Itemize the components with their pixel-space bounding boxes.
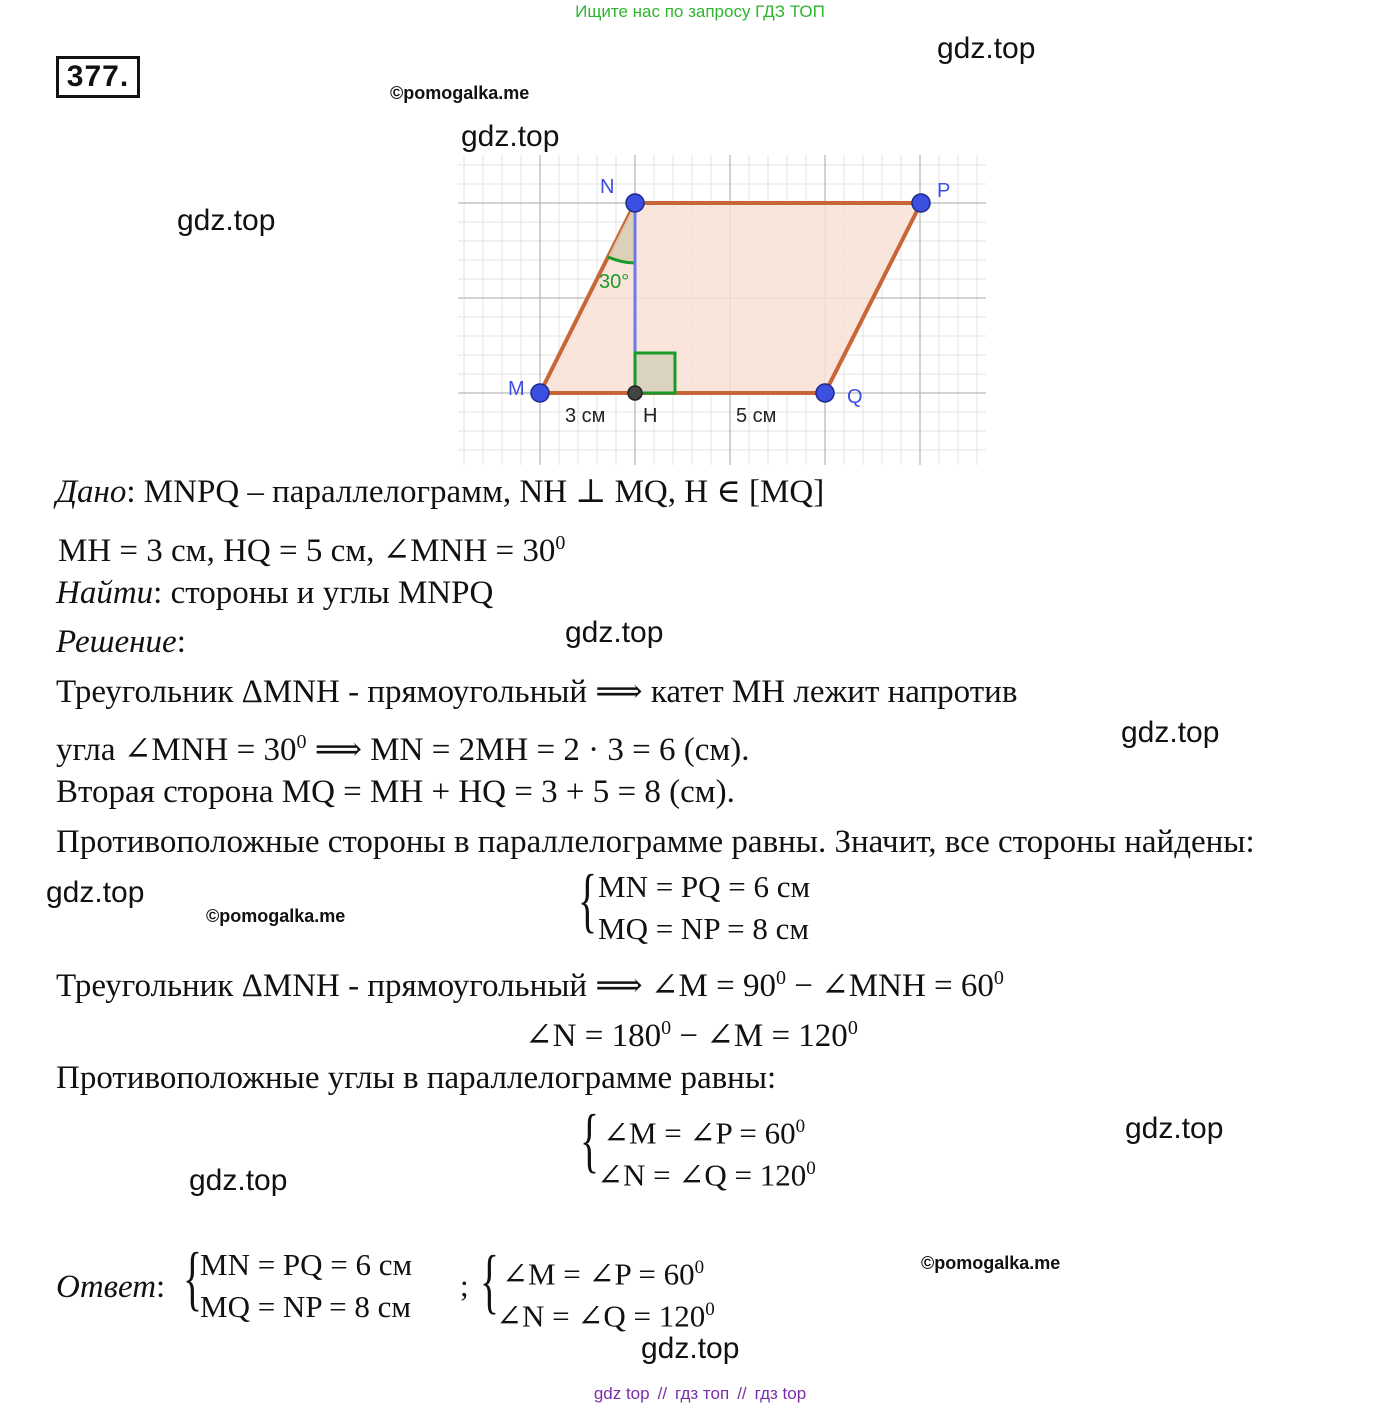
- superscript: 0: [806, 1158, 816, 1179]
- given-line-1: [56, 472, 824, 512]
- brace-sides: {: [578, 860, 598, 940]
- superscript: 0: [296, 731, 307, 753]
- answer-sides-1: MN = PQ = 6 см: [200, 1247, 413, 1282]
- angles-eq-1-text: ∠M = ∠P = 60: [603, 1115, 796, 1151]
- solution-line-6: [525, 1008, 858, 1056]
- superscript: 0: [776, 967, 787, 989]
- point-m: [531, 384, 549, 402]
- superscript: 0: [993, 967, 1004, 989]
- solution-heading: [56, 622, 186, 662]
- brace-angles: {: [580, 1100, 600, 1180]
- given-text: : MNPQ – параллелограмм, NH ⊥ MQ, H ∈ [MQ]: [126, 474, 825, 510]
- solution-line-5: [56, 958, 1004, 1006]
- angle-sector: [608, 203, 635, 263]
- answer-colon: :: [156, 1269, 166, 1305]
- point-p: [912, 194, 930, 212]
- line2-part-a: угла ∠MNH = 30: [56, 732, 297, 768]
- answer-separator: ;: [460, 1268, 469, 1303]
- right-angle-mark: [635, 353, 675, 393]
- solution-line-2: [56, 722, 750, 770]
- superscript: 0: [847, 1017, 858, 1039]
- solution-line-4: Противоположные стороны в параллелограмме равны. Значит, все стороны найдены:: [56, 824, 1255, 860]
- watermark-pomogalka: ©pomogalka.me: [206, 906, 346, 926]
- answer-angles-1-text: ∠M = ∠P = 60: [502, 1256, 695, 1292]
- label-h: H: [643, 405, 658, 427]
- solution-label: Решение: [56, 624, 177, 660]
- watermark-gdz: gdz.top: [1125, 1112, 1224, 1145]
- sides-eq-1: MN = PQ = 6 см: [598, 869, 811, 904]
- solution-colon: :: [176, 624, 186, 660]
- given-line-2: [58, 523, 565, 571]
- bottom-link-gdz-top-mixed[interactable]: гдз top: [754, 1384, 807, 1403]
- watermark-gdz: gdz.top: [46, 876, 145, 909]
- line2-part-b: ⟹ MN = 2MH = 2 · 3 = 6 (см).: [306, 732, 750, 768]
- watermark-gdz: gdz.top: [177, 204, 276, 237]
- watermark-gdz: gdz.top: [641, 1332, 740, 1365]
- watermark-gdz: gdz.top: [461, 120, 560, 153]
- separator: //: [737, 1384, 747, 1403]
- top-banner[interactable]: Ищите нас по запросу ГДЗ ТОП: [575, 2, 825, 21]
- superscript: 0: [555, 532, 566, 554]
- solution-line-1: Треугольник ΔMNH - прямоугольный ⟹ катет MH лежит напротив: [56, 674, 1018, 710]
- angle-label: 30°: [599, 271, 630, 293]
- brace-answer-angles: {: [480, 1241, 500, 1321]
- angles-eq-2: [597, 1148, 816, 1196]
- parallelogram-figure: [458, 155, 986, 465]
- answer-angles-2: [496, 1289, 715, 1337]
- superscript: 0: [661, 1017, 672, 1039]
- given-text-2: MH = 3 см, HQ = 5 см, ∠MNH = 30: [58, 533, 556, 569]
- watermark-gdz: gdz.top: [189, 1164, 288, 1197]
- watermark-gdz: gdz.top: [1121, 716, 1220, 749]
- bottom-link-gdz-top-ru[interactable]: гдз топ: [675, 1384, 730, 1403]
- watermark-pomogalka: ©pomogalka.me: [390, 83, 530, 103]
- answer-sides-2: MQ = NP = 8 см: [200, 1289, 412, 1324]
- line5-part-a: Треугольник ΔMNH - прямоугольный ⟹ ∠M = 90: [56, 968, 777, 1004]
- label-p: P: [937, 180, 951, 202]
- separator: //: [657, 1384, 668, 1403]
- superscript: 0: [705, 1299, 715, 1320]
- line6-part-a: ∠N = 180: [525, 1018, 662, 1054]
- superscript: 0: [694, 1257, 705, 1278]
- point-q: [816, 384, 834, 402]
- find-line: [56, 573, 493, 613]
- watermark-pomogalka: ©pomogalka.me: [921, 1253, 1061, 1273]
- watermark-gdz: gdz.top: [937, 32, 1036, 65]
- bottom-links: [0, 1384, 1400, 1404]
- segment-hq-label: 5 см: [736, 405, 777, 427]
- answer-heading: [56, 1267, 165, 1307]
- brace-answer-sides: {: [183, 1238, 203, 1318]
- solution-line-7: Противоположные углы в параллелограмме равны:: [56, 1060, 777, 1096]
- given-label: Дано: [56, 474, 127, 510]
- find-text: : стороны и углы MNPQ: [153, 575, 494, 611]
- sides-eq-2: MQ = NP = 8 см: [598, 911, 810, 946]
- segment-mh-label: 3 см: [565, 405, 606, 427]
- line5-part-b: − ∠MNH = 60: [786, 968, 994, 1004]
- problem-number: 377.: [56, 56, 140, 98]
- point-h: [628, 386, 642, 400]
- answer-label: Ответ: [56, 1269, 157, 1305]
- bottom-link-gdz-top[interactable]: gdz top: [593, 1384, 650, 1403]
- superscript: 0: [795, 1116, 806, 1137]
- watermark-gdz: gdz.top: [565, 616, 664, 649]
- point-n: [626, 194, 644, 212]
- angles-eq-2-text: ∠N = ∠Q = 120: [597, 1157, 807, 1193]
- line6-part-b: − ∠M = 120: [671, 1018, 848, 1054]
- label-m: M: [508, 378, 525, 400]
- solution-line-3: Вторая сторона MQ = MH + HQ = 3 + 5 = 8 (см).: [56, 774, 735, 810]
- answer-angles-2-text: ∠N = ∠Q = 120: [496, 1298, 706, 1334]
- find-label: Найти: [56, 575, 154, 611]
- label-q: Q: [847, 386, 863, 408]
- label-n: N: [600, 176, 615, 198]
